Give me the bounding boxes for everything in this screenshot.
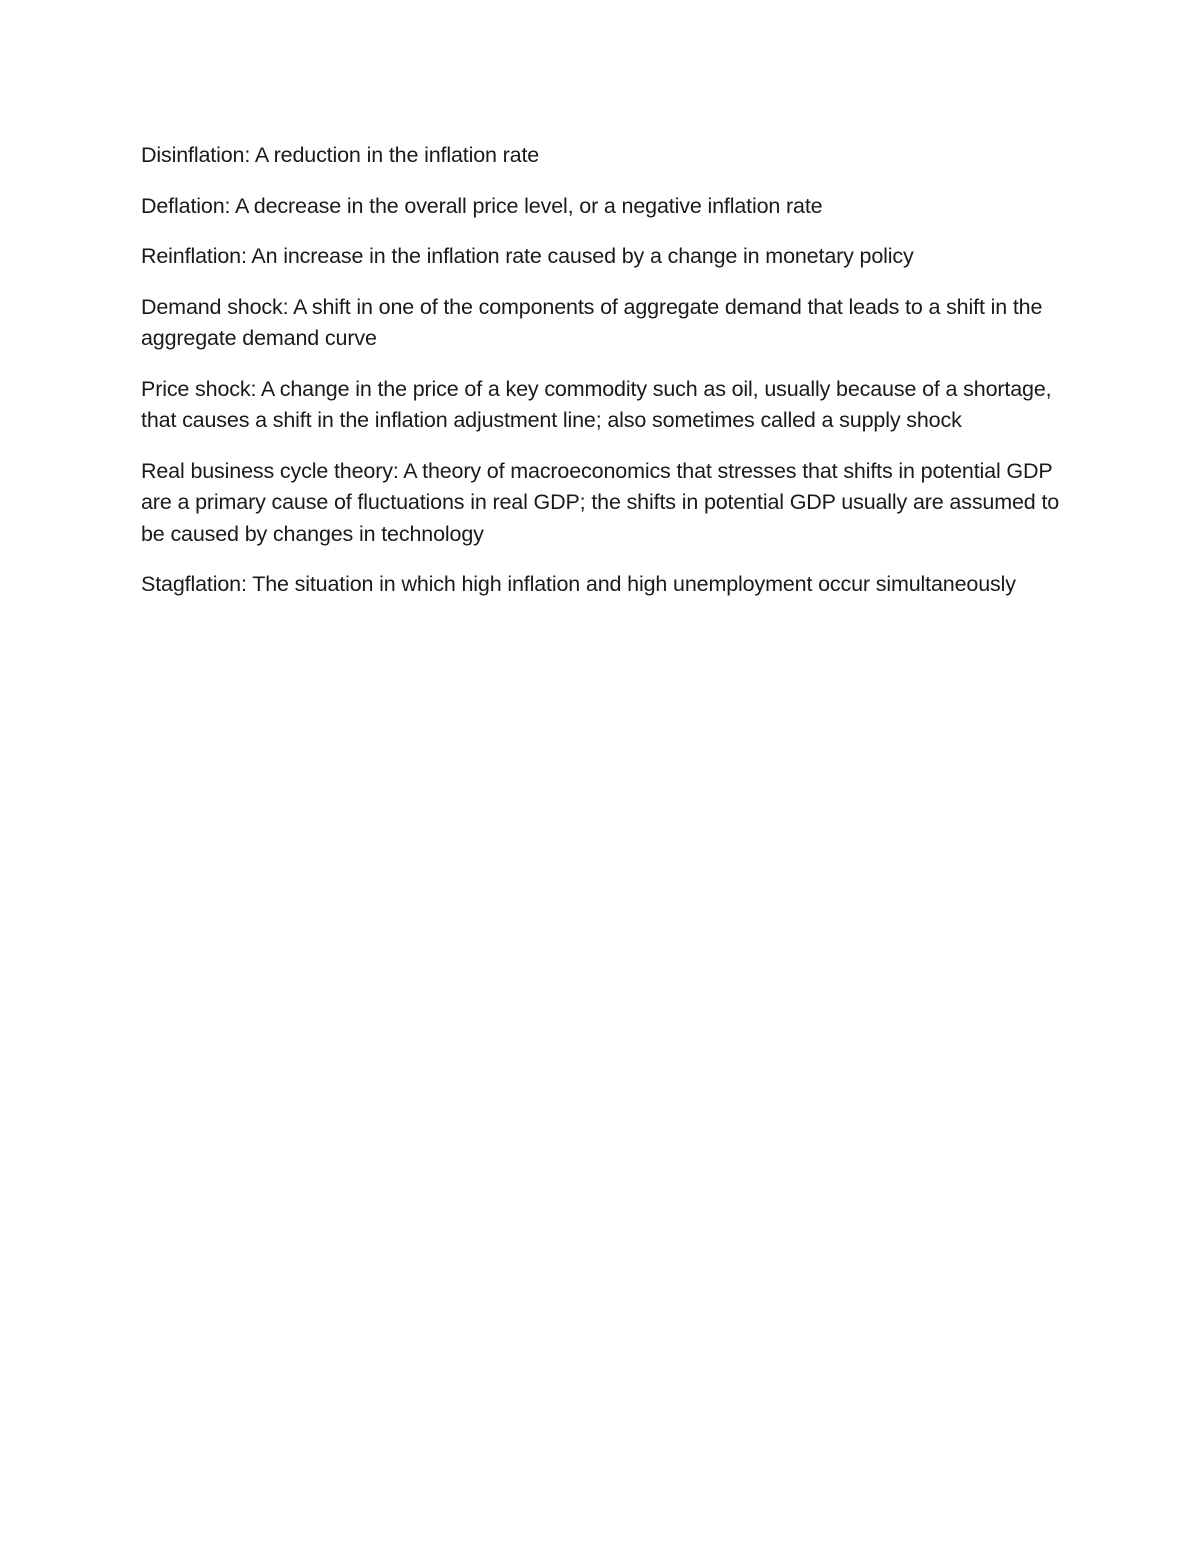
definition-price-shock: Price shock: A change in the price of a key commodity such as oil, usually because of a shortage, that causes a shift in the inflation adjustment line; also sometimes called a supply shock — [141, 376, 1052, 432]
definition-real-business-cycle-theory: Real business cycle theory: A theory of macroeconomics that stresses that shifts in potential GDP are a primary cause of fluctuations in real GDP; the shifts in potential GDP usually are assumed to be caused by changes in technology — [141, 458, 1060, 546]
definition-demand-shock: Demand shock: A shift in one of the components of aggregate demand that leads to a shift in the aggregate demand curve — [141, 294, 1043, 350]
definition-stagflation: Stagflation: The situation in which high inflation and high unemployment occur simultaneously — [141, 572, 1016, 596]
definition-disinflation: Disinflation: A reduction in the inflation rate — [141, 143, 540, 167]
definition-deflation: Deflation: A decrease in the overall price level, or a negative inflation rate — [141, 193, 823, 218]
definitions-list — [141, 140, 1071, 620]
definition-reinflation: Reinflation: An increase in the inflation rate caused by a change in monetary policy — [141, 244, 914, 268]
